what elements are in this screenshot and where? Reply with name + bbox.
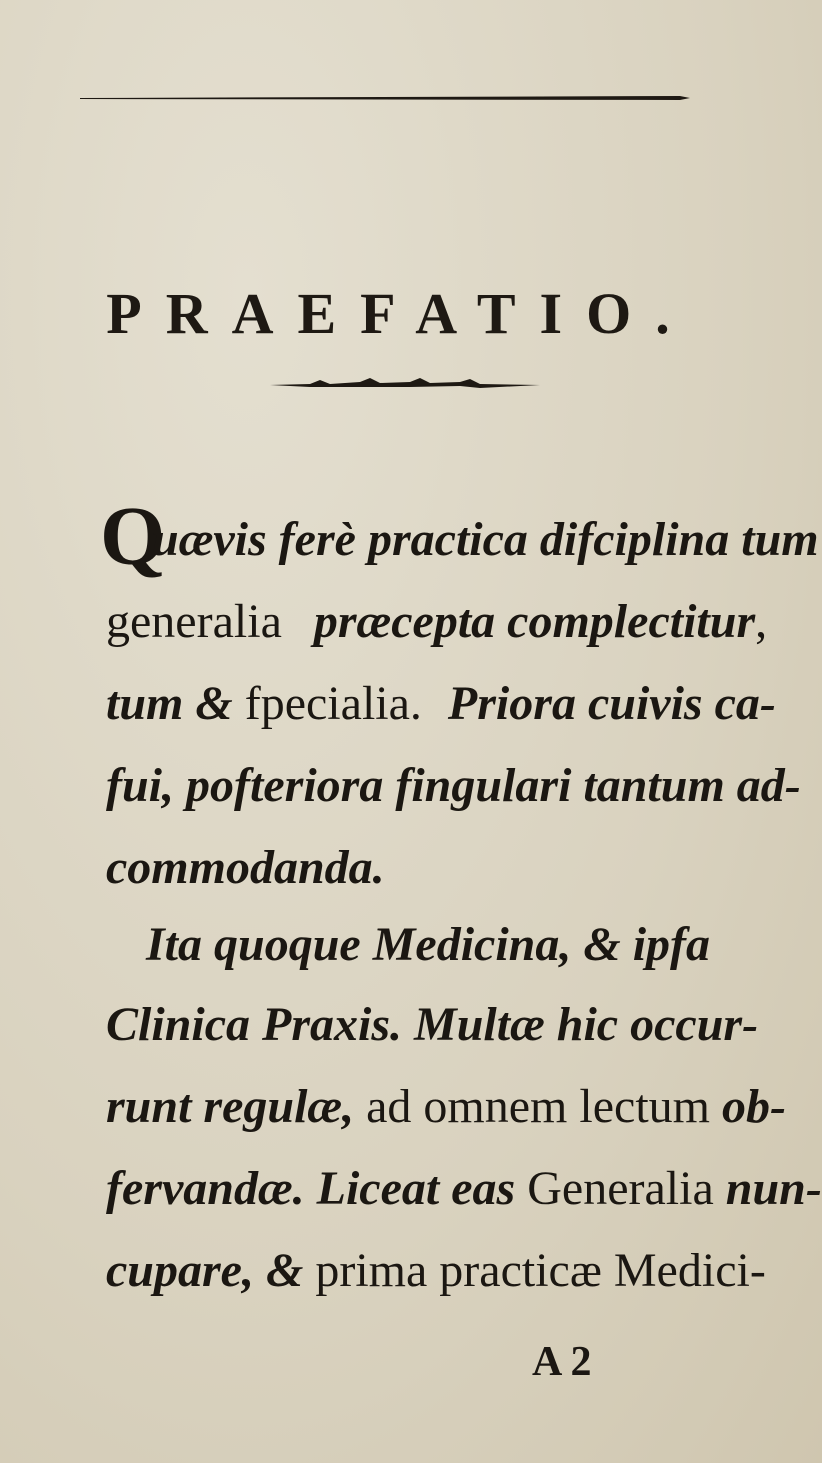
p2-line-4 — [106, 1161, 822, 1223]
p2-line-5 — [106, 1243, 766, 1305]
p2-line-4-c: nun- — [725, 1162, 822, 1215]
p2-line-5-a: cupare, & — [106, 1244, 304, 1297]
p2-line-3-a: runt regulæ, — [106, 1080, 355, 1133]
p1-line-2-a: generalia — [106, 595, 282, 648]
page-title: PRAEFATIO. — [106, 281, 694, 346]
p1-line-3-a: tum & — [106, 677, 233, 730]
top-rule — [80, 92, 690, 102]
p1-line-2-c: , — [755, 595, 768, 648]
drop-cap: Q — [100, 490, 166, 583]
signature-mark: A 2 — [532, 1339, 592, 1385]
p1-line-5: commodanda. — [106, 841, 385, 894]
p2-line-3-c: ob- — [722, 1080, 786, 1133]
p2-line-3 — [106, 1079, 786, 1141]
p2-line-3-b: ad omnem lectum — [366, 1080, 710, 1133]
p1-line-1: uævis ferè practica difciplina tum — [152, 513, 819, 566]
p1-line-3-b: fpecialia. — [244, 677, 422, 730]
p1-line-4: fui, pofteriora fingulari tantum ad- — [106, 759, 801, 812]
p2-line-4-b: Generalia — [527, 1162, 714, 1215]
ornament-divider — [270, 370, 540, 400]
p1-line-2-b: præcepta complectitur — [313, 595, 756, 648]
p2-line-5-b: prima practicæ Medici- — [315, 1244, 766, 1297]
p2-line-1: Ita quoque Medicina, & ipfa — [146, 918, 711, 971]
p1-line-3-c: Priora cuivis ca- — [447, 677, 776, 730]
p1-line-2 — [106, 594, 767, 656]
p1-line-3 — [106, 676, 776, 738]
p2-line-4-a: fervandæ. Liceat eas — [106, 1162, 516, 1215]
p2-line-2: Clinica Praxis. Multæ hic occur- — [106, 998, 759, 1051]
